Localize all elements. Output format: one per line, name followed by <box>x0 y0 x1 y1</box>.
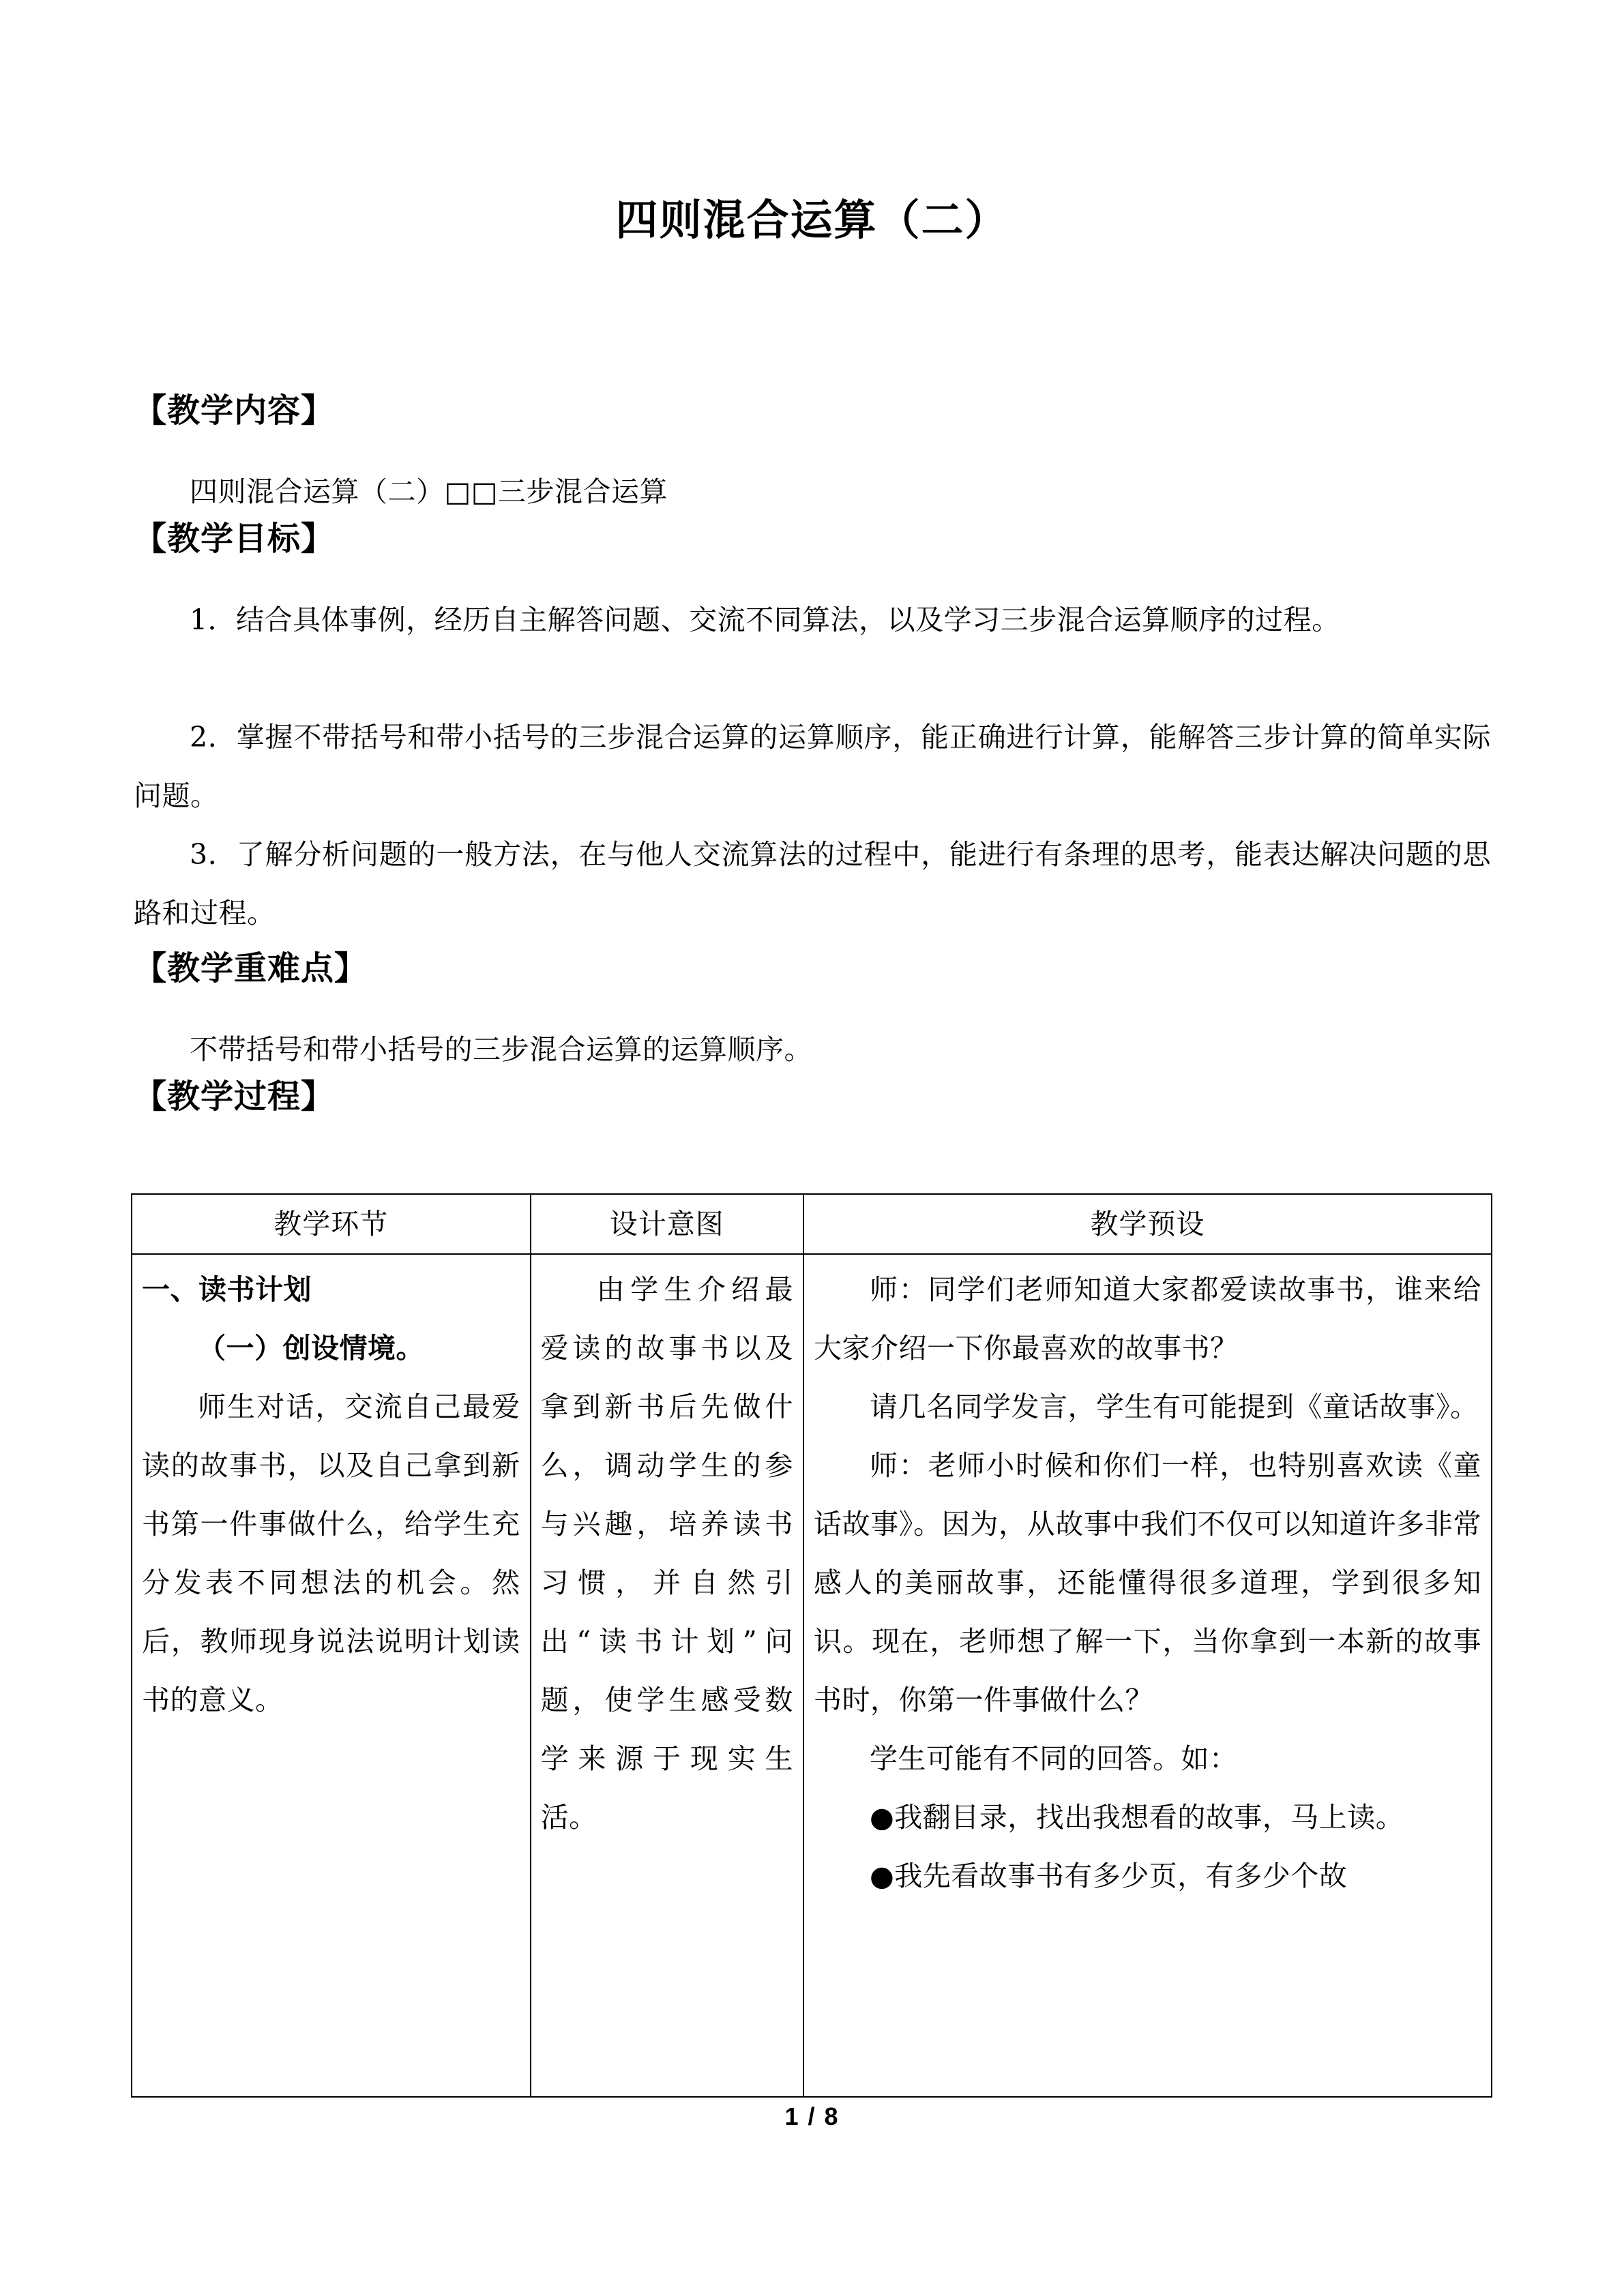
intent-body: 由学生介绍最爱读的故事书以及拿到新书后先做什么，调动学生的参与兴趣，培养读书习惯，并自然引出“读书计划”问题，使学生感受数学来源于现实生活。 <box>540 1273 793 1834</box>
page-number-footer: 1 / 8 <box>784 2102 840 2130</box>
section-heading-objectives: 【教学目标】 <box>134 520 335 558</box>
section-heading-keypoints: 【教学重难点】 <box>134 949 368 987</box>
preset-paragraph-1: 师：同学们老师知道大家都爱读故事书，谁来给大家介绍一下你最喜欢的故事书？ <box>813 1273 1481 1365</box>
column-header-presets: 教学预设 <box>803 1194 1492 1254</box>
table-row <box>132 1254 1492 2097</box>
objective-item-3: 3．了解分析问题的一般方法，在与他人交流算法的过程中，能进行有条理的思考，能表达解决问题的思路和过程。 <box>134 838 1491 929</box>
preset-paragraph-3: 师：老师小时候和你们一样，也特别喜欢读《童话故事》。因为，从故事中我们不仅可以知道许多非常感人的美丽故事，还能懂得很多道理，学到很多知识。现在，老师想了解一下，当你拿到一本新的故事书时，你第一件事做什么？ <box>813 1449 1481 1716</box>
section-heading-content: 【教学内容】 <box>134 391 335 430</box>
teaching-process-table <box>131 1193 1492 2098</box>
cell-stage <box>132 1254 531 2097</box>
stage-sublead: （一）创设情境。 <box>198 1332 424 1365</box>
cell-intent <box>531 1254 803 2097</box>
preset-bullet-2: ●我先看故事书有多少页，有多少个故 <box>869 1860 1348 1892</box>
section-body-keypoints: 不带括号和带小括号的三步混合运算的运算顺序。 <box>190 1033 812 1066</box>
preset-paragraph-4: 学生可能有不同的回答。如： <box>869 1742 1238 1775</box>
objective-item-2: 2．掌握不带括号和带小括号的三步混合运算的运算顺序，能正确进行计算，能解答三步计算的简单实际问题。 <box>134 721 1491 812</box>
column-header-intent: 设计意图 <box>531 1194 803 1254</box>
section-body-content: 四则混合运算（二）□□三步混合运算 <box>190 475 668 508</box>
preset-paragraph-2: 请几名同学发言，学生有可能提到《童话故事》。 <box>869 1390 1479 1423</box>
section-heading-process: 【教学过程】 <box>134 1077 335 1116</box>
table-header-row <box>132 1194 1492 1254</box>
stage-lead: 一、读书计划 <box>142 1273 312 1306</box>
cell-presets <box>803 1254 1492 2097</box>
preset-bullet-1: ●我翻目录，找出我想看的故事，马上读。 <box>869 1801 1404 1834</box>
page-title: 四则混合运算（二） <box>615 195 1009 245</box>
column-header-stage: 教学环节 <box>132 1194 531 1254</box>
objective-item-1: 1．结合具体事例，经历自主解答问题、交流不同算法，以及学习三步混合运算顺序的过程。 <box>190 603 1340 636</box>
stage-body: 师生对话，交流自己最爱读的故事书，以及自己拿到新书第一件事做什么，给学生充分发表不同想法的机会。然后，教师现身说法说明计划读书的意义。 <box>142 1390 520 1716</box>
